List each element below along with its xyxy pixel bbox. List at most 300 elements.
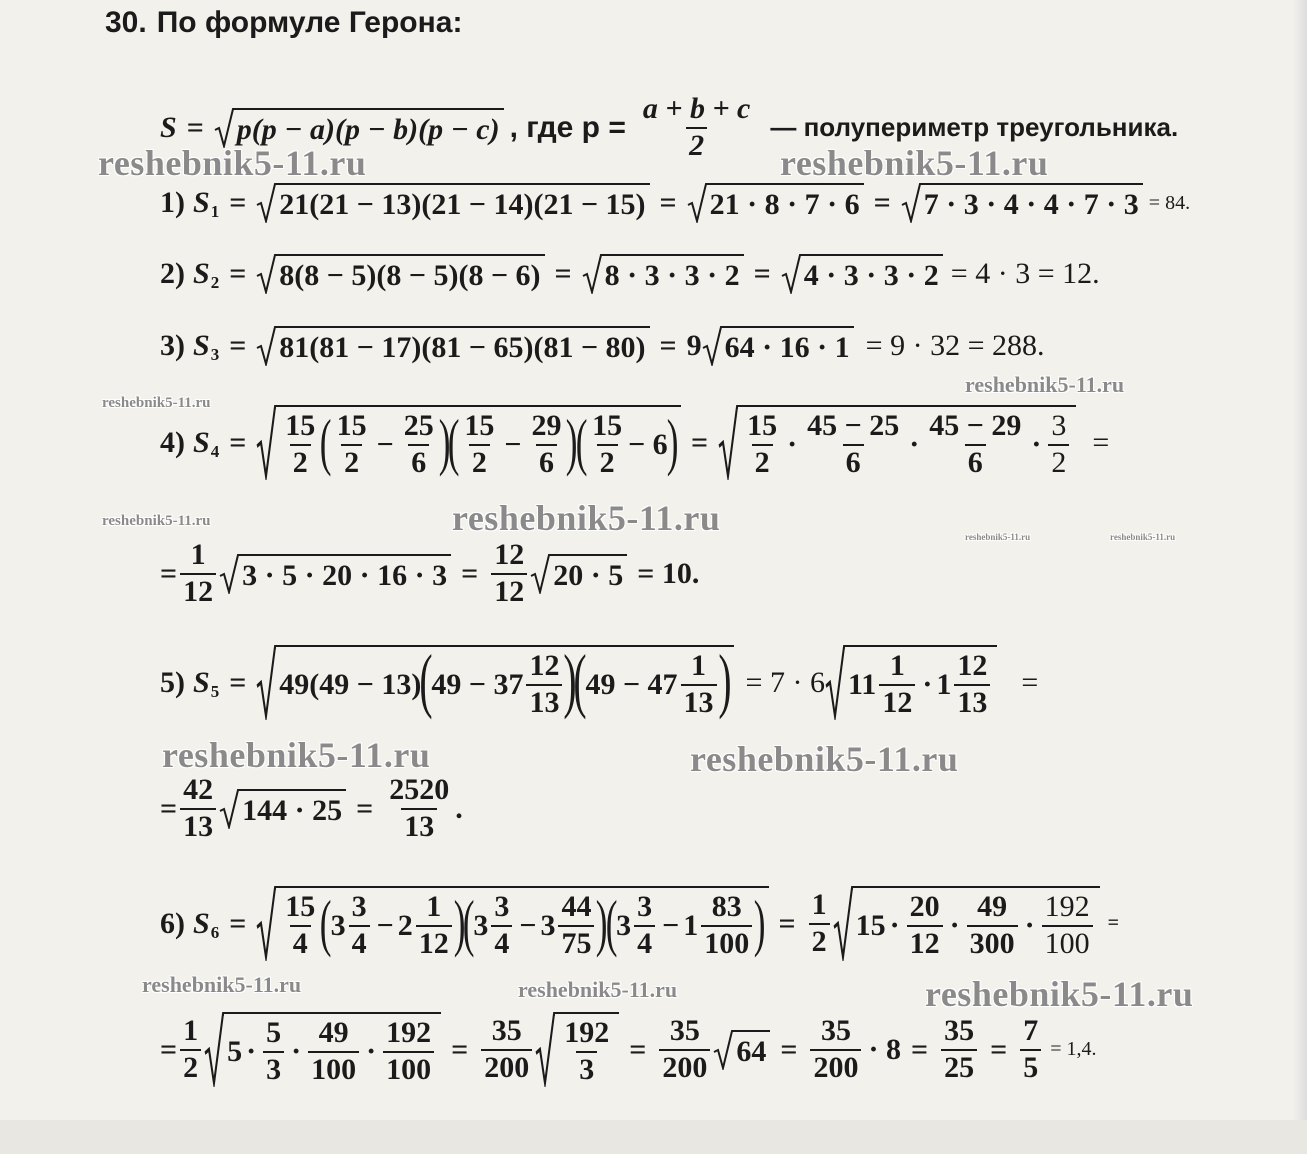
square-root xyxy=(530,554,627,594)
math-term: = 1,4. xyxy=(1050,1038,1097,1060)
numerator: 35 xyxy=(669,1014,700,1047)
math-term: · xyxy=(1024,908,1035,942)
page-edge xyxy=(1293,0,1307,1154)
denominator: 4 xyxy=(491,925,512,962)
math-term: = 9 · 32 = 288. xyxy=(865,329,1045,362)
radical-stroke xyxy=(257,647,276,716)
numerator: 35 xyxy=(820,1014,851,1047)
radical-sign-icon xyxy=(582,254,602,294)
radical-stroke xyxy=(718,405,738,480)
math-term: = xyxy=(229,906,247,940)
denominator: 5 xyxy=(1020,1049,1041,1086)
numerator: a + b + c xyxy=(642,92,751,125)
radical-stroke xyxy=(714,1031,733,1068)
fraction xyxy=(334,409,370,480)
numerator: 49 xyxy=(318,1016,349,1049)
math-term: = xyxy=(659,329,677,362)
radical-stroke xyxy=(257,407,276,476)
radical-sign-icon xyxy=(781,254,801,294)
radical-stroke xyxy=(781,254,801,294)
radical-stroke xyxy=(703,327,722,364)
watermark: reshebnik5-11.ru xyxy=(1110,532,1176,542)
math-term: = 7 · 6 xyxy=(745,665,825,699)
fraction xyxy=(528,409,564,480)
math-term: 3 xyxy=(473,908,489,942)
line-4-continued xyxy=(160,538,699,609)
watermark: reshebnik5-11.ru xyxy=(102,395,211,411)
watermark: reshebnik5-11.ru xyxy=(925,974,1194,1014)
math-term: 1 xyxy=(936,667,952,701)
radicand: p(p − a)(p − b)(p − c) xyxy=(234,108,504,148)
radical-sign-icon xyxy=(204,1012,224,1087)
radical-sign-icon xyxy=(535,1012,555,1087)
fraction xyxy=(589,409,625,480)
math-term: − xyxy=(376,908,394,942)
square-root xyxy=(219,789,346,829)
radical-stroke xyxy=(531,555,550,592)
radical-stroke xyxy=(256,645,276,720)
line-5-continued xyxy=(160,773,463,844)
formula-tail: — полупериметр треугольника. xyxy=(770,112,1179,142)
parenthesis: ) xyxy=(753,886,766,958)
radical-stroke xyxy=(834,888,853,957)
watermark: reshebnik5-11.ru xyxy=(518,977,678,1002)
formula-lhs: S xyxy=(160,110,177,144)
radical-stroke xyxy=(215,109,234,146)
numerator: 42 xyxy=(183,773,214,806)
parenthesis: ( xyxy=(320,405,332,477)
radical-sign-icon xyxy=(256,183,276,223)
numerator: 45 − 29 xyxy=(929,409,1022,442)
radical-stroke xyxy=(256,886,276,961)
radical-stroke xyxy=(204,1012,224,1087)
math-term: = xyxy=(1092,425,1110,459)
denominator: 13 xyxy=(681,684,717,721)
numerator: 49 xyxy=(977,890,1008,923)
radical-stroke xyxy=(256,405,276,480)
radicand: 81(81 − 17)(81 − 65)(81 − 80) xyxy=(276,326,649,366)
denominator: 2 xyxy=(1048,444,1069,481)
numerator: 1 xyxy=(190,538,206,571)
fraction xyxy=(282,890,318,961)
fraction xyxy=(180,773,216,844)
math-term: − 6 xyxy=(628,427,668,461)
math-term: = xyxy=(780,1032,798,1066)
denominator: 4 xyxy=(634,925,655,962)
math-term: · xyxy=(1031,427,1042,461)
square-root xyxy=(256,640,733,721)
fraction xyxy=(491,538,527,609)
radical-sign-icon xyxy=(219,789,239,829)
denominator: 13 xyxy=(180,808,216,845)
fraction xyxy=(941,1014,977,1085)
denominator: 2 xyxy=(469,444,490,481)
watermark: reshebnik5-11.ru xyxy=(780,143,1049,183)
math-term: . xyxy=(455,791,463,825)
fraction xyxy=(1048,409,1069,480)
page-bottom-margin xyxy=(0,1120,1307,1154)
radical-sign-icon xyxy=(833,886,853,961)
math-term: 3 xyxy=(540,908,556,942)
radicand xyxy=(224,1012,441,1087)
numerator: 45 − 25 xyxy=(807,409,900,442)
radical-sign-icon xyxy=(256,645,276,720)
denominator: 12 xyxy=(879,684,915,721)
denominator: 2 xyxy=(597,444,618,481)
radical-stroke xyxy=(219,554,239,594)
denominator: 25 xyxy=(941,1049,977,1086)
radical-stroke xyxy=(713,1030,733,1070)
numerator: 1 xyxy=(426,890,442,923)
numerator: 1 xyxy=(811,888,827,921)
numerator: 15 xyxy=(592,409,623,442)
fraction xyxy=(263,1016,284,1087)
square-root xyxy=(204,1012,441,1087)
numerator: 3 xyxy=(1051,409,1067,442)
numerator: 5 xyxy=(266,1016,282,1049)
numerator: 25 xyxy=(403,409,434,442)
denominator: 2 xyxy=(809,923,830,960)
parenthesis: ( xyxy=(573,640,588,721)
numerator: 83 xyxy=(711,890,742,923)
fraction xyxy=(659,1014,710,1085)
numerator: 7 xyxy=(1023,1014,1039,1047)
fraction xyxy=(879,649,915,720)
math-term: 3 xyxy=(330,908,346,942)
radicand: 8 · 3 · 3 · 2 xyxy=(602,254,744,294)
math-term: S xyxy=(193,425,210,459)
square-root xyxy=(256,405,681,480)
denominator: 12 xyxy=(416,925,452,962)
math-term: = xyxy=(160,791,178,825)
fraction xyxy=(386,773,452,844)
parenthesis: ) xyxy=(453,886,466,958)
math-term: = xyxy=(229,329,247,362)
math-term: · xyxy=(246,1034,257,1068)
subscript: 4 xyxy=(210,441,220,461)
math-term: = xyxy=(451,1032,469,1066)
fraction xyxy=(383,1016,434,1087)
radical-stroke xyxy=(582,254,602,294)
fraction xyxy=(809,888,830,959)
math-term: = xyxy=(461,556,479,590)
denominator: 6 xyxy=(843,444,864,481)
math-term: 2) xyxy=(160,257,185,290)
math-term: = xyxy=(873,186,891,219)
fraction xyxy=(308,1016,359,1087)
math-term: = xyxy=(753,257,771,290)
math-term: = xyxy=(160,556,178,590)
radical-stroke xyxy=(536,1014,555,1083)
denominator: 100 xyxy=(383,1051,434,1088)
radical-sign-icon xyxy=(256,254,276,294)
radical-stroke xyxy=(833,886,853,961)
denominator: 12 xyxy=(491,573,527,610)
radical-sign-icon xyxy=(825,645,845,720)
fraction xyxy=(1042,890,1093,961)
denominator: 200 xyxy=(481,1049,532,1086)
fraction xyxy=(701,890,752,961)
subscript: 6 xyxy=(210,922,220,942)
subscript: 5 xyxy=(210,681,220,701)
radical-stroke xyxy=(535,1012,555,1087)
radical-stroke xyxy=(782,255,801,292)
radical-sign-icon xyxy=(530,554,550,594)
math-term: = xyxy=(356,791,374,825)
line-4 xyxy=(160,405,1109,480)
radicand: 64 xyxy=(733,1030,770,1070)
math-term: 6) xyxy=(160,906,185,940)
math-term: − xyxy=(662,908,680,942)
fraction xyxy=(561,1016,612,1087)
radical-sign-icon xyxy=(702,326,722,366)
math-term: = xyxy=(691,425,709,459)
math-term: · xyxy=(949,908,960,942)
denominator: 200 xyxy=(810,1049,861,1086)
fraction xyxy=(416,890,452,961)
denominator: 4 xyxy=(290,925,311,962)
math-term: S xyxy=(193,665,210,699)
radicand: 7 · 3 · 4 · 4 · 7 · 3 xyxy=(921,183,1143,223)
numerator: 12 xyxy=(957,649,988,682)
math-term: = xyxy=(659,186,677,219)
numerator: 15 xyxy=(285,890,316,923)
radicand: 3 · 5 · 20 · 16 · 3 xyxy=(239,554,451,594)
formula-where: , где p = xyxy=(509,110,626,144)
radical-stroke xyxy=(530,554,550,594)
fraction xyxy=(180,538,216,609)
subscript: 3 xyxy=(210,345,220,364)
watermark: reshebnik5-11.ru xyxy=(452,498,721,538)
numerator: 20 xyxy=(909,890,940,923)
fraction xyxy=(481,1014,532,1085)
subscript: 2 xyxy=(210,273,220,292)
radical-sign-icon xyxy=(713,1030,733,1070)
numerator: 1 xyxy=(691,649,707,682)
radical-stroke xyxy=(257,184,276,221)
square-root xyxy=(825,645,997,720)
square-root xyxy=(833,886,1100,961)
math-term: − xyxy=(376,427,394,461)
math-term: 4) xyxy=(160,425,185,459)
math-term: = xyxy=(229,665,247,699)
numerator: 35 xyxy=(944,1014,975,1047)
parenthesis: ) xyxy=(596,886,608,958)
line-5 xyxy=(160,640,1039,721)
watermark: reshebnik5-11.ru xyxy=(690,739,959,779)
math-term: 15 xyxy=(855,908,886,942)
math-term: = 84. xyxy=(1148,191,1191,214)
radicand: 4 · 3 · 3 · 2 xyxy=(801,254,943,294)
math-term: = xyxy=(1107,912,1120,934)
fraction xyxy=(744,409,780,480)
math-term: = xyxy=(160,1032,178,1066)
square-root xyxy=(219,554,451,594)
radical-stroke xyxy=(256,254,276,294)
square-root xyxy=(687,183,864,223)
radical-stroke xyxy=(583,255,602,292)
math-term: = xyxy=(229,425,247,459)
math-term: 2 xyxy=(397,908,413,942)
math-term: = xyxy=(911,1032,929,1066)
fraction xyxy=(401,409,437,480)
radicand xyxy=(555,1012,619,1087)
parenthesis: ( xyxy=(605,886,618,958)
math-term: − xyxy=(504,427,522,461)
numerator: 1 xyxy=(183,1014,199,1047)
square-root xyxy=(256,254,544,294)
radical-stroke xyxy=(719,407,738,476)
parenthesis: ( xyxy=(447,405,460,477)
fraction xyxy=(954,649,990,720)
denominator: 13 xyxy=(954,684,990,721)
radicand xyxy=(276,405,681,480)
numerator: 12 xyxy=(529,649,560,682)
radicand xyxy=(845,645,997,720)
watermark: reshebnik5-11.ru xyxy=(142,972,302,997)
fraction xyxy=(491,890,512,961)
square-root xyxy=(256,326,649,366)
radical-stroke xyxy=(901,183,921,223)
fraction xyxy=(634,890,655,961)
radical-stroke xyxy=(257,888,276,957)
problem-number: 30. xyxy=(105,6,147,39)
math-term: S xyxy=(193,906,210,940)
numerator: 15 xyxy=(336,409,367,442)
numerator: 29 xyxy=(531,409,562,442)
line-2 xyxy=(160,254,1100,294)
numerator: 15 xyxy=(747,409,778,442)
radicand xyxy=(276,886,768,961)
radical-stroke xyxy=(257,327,276,364)
radicand xyxy=(853,886,1100,961)
fraction xyxy=(461,409,497,480)
radicand: 20 · 5 xyxy=(550,554,627,594)
watermark: reshebnik5-11.ru xyxy=(965,532,1031,542)
numerator: 15 xyxy=(285,409,316,442)
numerator: 12 xyxy=(494,538,525,571)
square-root xyxy=(718,405,1076,480)
radical-stroke xyxy=(219,789,239,829)
square-root xyxy=(535,1012,619,1087)
radical-stroke xyxy=(702,326,722,366)
radical-stroke xyxy=(687,183,707,223)
math-term: 49 − 47 xyxy=(585,667,678,701)
math-term: S xyxy=(193,186,210,219)
math-term: 49 − 37 xyxy=(431,667,524,701)
fraction xyxy=(282,409,318,480)
math-term: 11 xyxy=(847,667,877,701)
math-term: · 8 xyxy=(868,1032,901,1066)
fraction xyxy=(804,409,902,480)
radical-sign-icon xyxy=(256,886,276,961)
radical-stroke xyxy=(220,790,239,827)
radical-stroke xyxy=(902,184,921,221)
denominator: 2 xyxy=(180,1049,201,1086)
radicand: 8(8 − 5)(8 − 5)(8 − 6) xyxy=(276,254,544,294)
numerator: 192 xyxy=(564,1016,610,1049)
radical-stroke xyxy=(205,1014,224,1083)
math-term: = xyxy=(554,257,572,290)
fraction xyxy=(558,890,594,961)
math-term: S xyxy=(193,257,210,290)
fraction xyxy=(180,1014,201,1085)
math-term: 5 xyxy=(227,1034,243,1068)
denominator: 75 xyxy=(558,925,594,962)
denominator: 100 xyxy=(308,1051,359,1088)
radicand: 144 · 25 xyxy=(239,789,346,829)
numerator: 1 xyxy=(889,649,905,682)
watermark: reshebnik5-11.ru xyxy=(102,513,211,529)
watermark: reshebnik5-11.ru xyxy=(965,372,1125,397)
denominator: 4 xyxy=(349,925,370,962)
fraction xyxy=(526,649,562,720)
denominator: 2 xyxy=(341,444,362,481)
math-term: = 4 · 3 = 12. xyxy=(950,257,1100,290)
square-root xyxy=(582,254,744,294)
numerator: 15 xyxy=(464,409,495,442)
numerator: 3 xyxy=(351,890,367,923)
radical-stroke xyxy=(220,555,239,592)
watermark: reshebnik5-11.ru xyxy=(162,735,431,775)
math-term: 1) xyxy=(160,186,185,219)
denominator: 6 xyxy=(965,444,986,481)
square-root xyxy=(781,254,943,294)
numerator: 2520 xyxy=(389,773,450,806)
radical-stroke xyxy=(826,647,845,716)
math-term: 5) xyxy=(160,665,185,699)
math-term: · xyxy=(909,427,920,461)
semiperimeter-fraction xyxy=(640,92,754,163)
radical-sign-icon xyxy=(256,326,276,366)
radicand xyxy=(276,640,733,721)
radical-stroke xyxy=(257,255,276,292)
radical-stroke xyxy=(688,184,707,221)
denominator: 13 xyxy=(401,808,437,845)
math-term: 49(49 − 13) xyxy=(279,667,422,701)
square-root xyxy=(901,183,1143,223)
denominator: 6 xyxy=(536,444,557,481)
problem-heading xyxy=(105,6,462,40)
math-term: · xyxy=(922,667,933,701)
math-term: = xyxy=(186,110,204,144)
square-root xyxy=(256,886,768,961)
fraction xyxy=(349,890,370,961)
radicand: 21(21 − 13)(21 − 14)(21 − 15) xyxy=(276,183,649,223)
denominator: 100 xyxy=(1042,925,1093,962)
denominator: 13 xyxy=(526,684,562,721)
denominator: 2 xyxy=(752,444,773,481)
radical-stroke xyxy=(256,326,276,366)
parenthesis: ( xyxy=(320,886,332,958)
fraction xyxy=(926,409,1024,480)
radical-sign-icon xyxy=(901,183,921,223)
math-term: = 10. xyxy=(637,556,700,590)
math-term: = xyxy=(778,906,796,940)
radical-sign-icon xyxy=(219,554,239,594)
problem-title: По формуле Герона: xyxy=(156,6,463,39)
square-root xyxy=(702,326,854,366)
math-term: = xyxy=(629,1032,647,1066)
math-term: · xyxy=(291,1034,302,1068)
parenthesis: ( xyxy=(575,405,588,477)
math-term: 9 xyxy=(686,329,702,362)
fraction xyxy=(967,890,1018,961)
subscript: 1 xyxy=(210,202,220,221)
line-6 xyxy=(160,886,1119,961)
denominator: 12 xyxy=(180,573,216,610)
parenthesis: ) xyxy=(717,640,732,721)
